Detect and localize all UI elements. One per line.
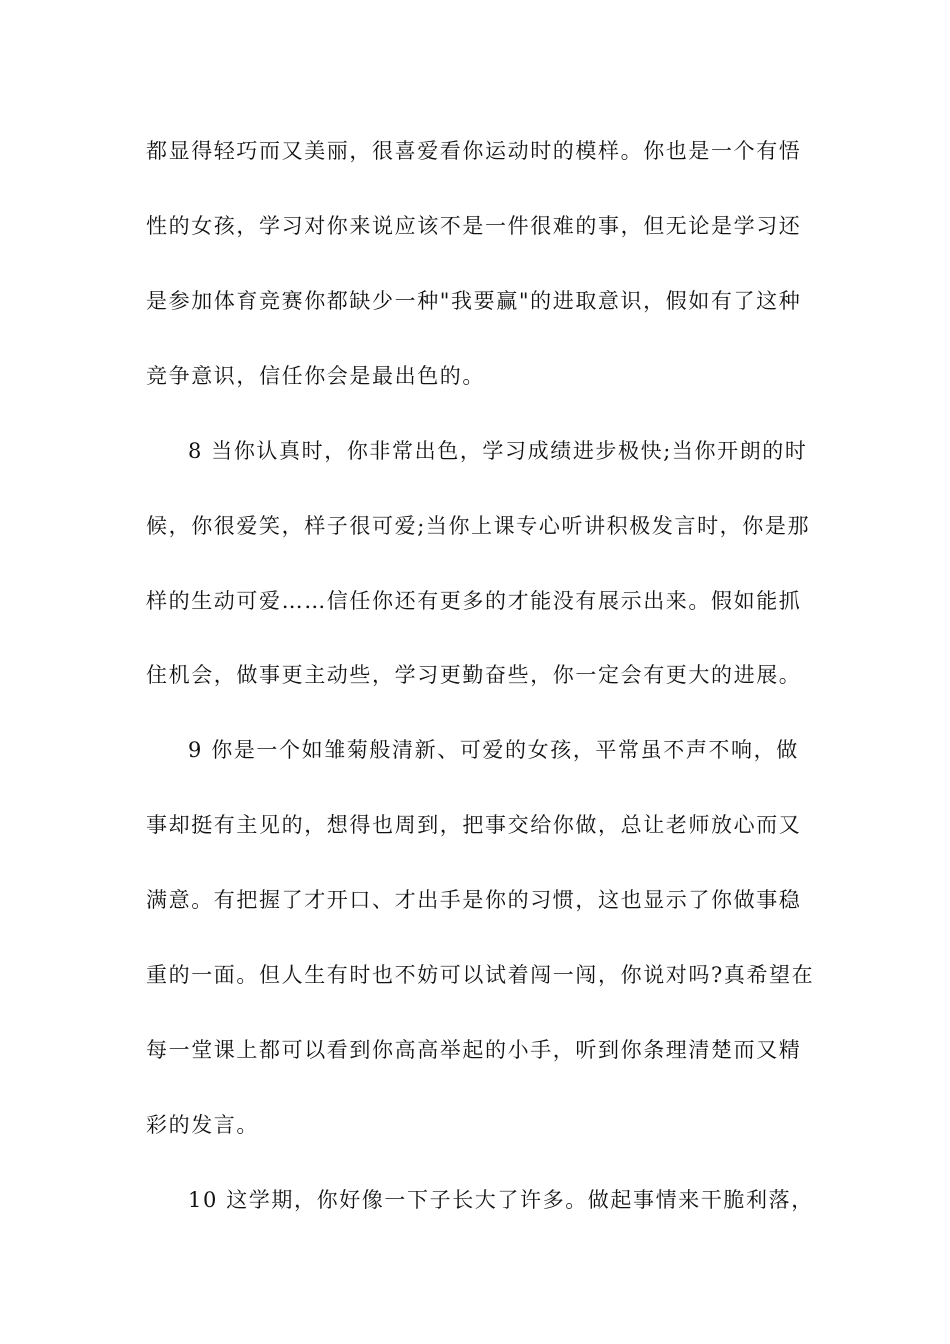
text-line: 彩的发言。 [146, 1113, 259, 1137]
text-line: 重的一面。但人生有时也不妨可以试着闯一闯，你说对吗?真希望在 [146, 963, 815, 987]
paragraph-10-start: 10 这学期，你好像一下子长大了许多。做起事情来干脆利落， [188, 1188, 814, 1212]
text-line: 都显得轻巧而又美丽，很喜爱看你运动时的模样。你也是一个有悟 [146, 139, 802, 163]
text-line: 是参加体育竞赛你都缺少一种"我要赢"的进取意识，假如有了这种 [146, 289, 802, 313]
text-line: 满意。有把握了才开口、才出手是你的习惯，这也显示了你做事稳 [146, 888, 802, 912]
text-line: 样的生动可爱……信任你还有更多的才能没有展示出来。假如能抓 [146, 589, 802, 613]
text-line: 竞争意识，信任你会是最出色的。 [146, 364, 485, 388]
paragraph-9-start: 9 你是一个如雏菊般清新、可爱的女孩，平常虽不声不响，做 [188, 738, 799, 762]
text-line: 候，你很爱笑，样子很可爱;当你上课专心听讲积极发言时，你是那 [146, 514, 811, 538]
text-line: 事却挺有主见的，想得也周到，把事交给你做，总让老师放心而又 [146, 813, 802, 837]
text-line: 每一堂课上都可以看到你高高举起的小手，听到你条理清楚而又精 [146, 1038, 802, 1062]
paragraph-8-start: 8 当你认真时，你非常出色，学习成绩进步极快;当你开朗的时 [188, 439, 808, 463]
text-line: 性的女孩，学习对你来说应该不是一件很难的事，但无论是学习还 [146, 214, 802, 238]
text-line: 住机会，做事更主动些，学习更勤奋些，你一定会有更大的进展。 [146, 663, 802, 687]
